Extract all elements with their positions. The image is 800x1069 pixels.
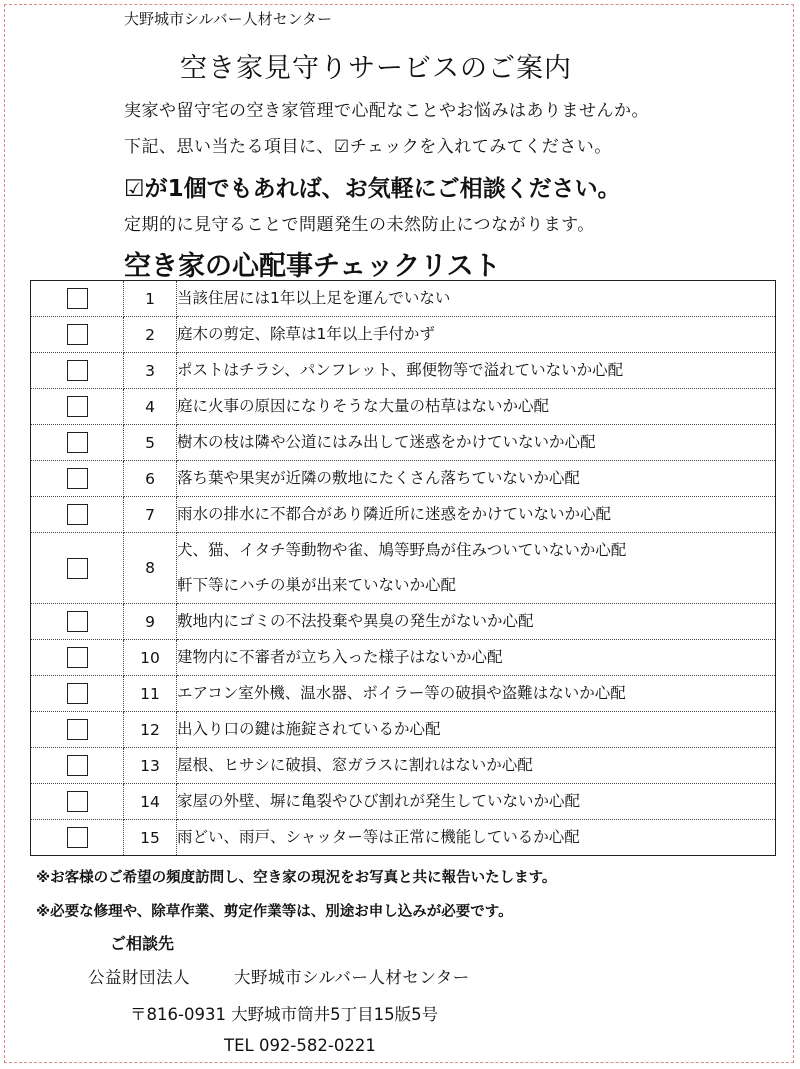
item-text-cell <box>177 389 776 425</box>
checklist-row <box>31 389 776 425</box>
item-number: 15 <box>124 820 177 856</box>
item-number: 13 <box>124 748 177 784</box>
checkbox-cell <box>31 748 124 784</box>
checkbox[interactable] <box>67 396 88 417</box>
checklist-row <box>31 676 776 712</box>
contact-heading: ご相談先 <box>110 934 175 953</box>
checklist-table <box>30 280 776 856</box>
item-text: 建物内に不審者が立ち入った様子はないか心配 <box>177 648 503 666</box>
checklist-row <box>31 317 776 353</box>
checkbox-cell <box>31 425 124 461</box>
checkbox-cell <box>31 317 124 353</box>
checkbox-cell <box>31 604 124 640</box>
item-text-cell <box>177 281 776 317</box>
checkbox-cell <box>31 389 124 425</box>
header-org: 大野城市シルバー人材センター <box>124 10 332 28</box>
checkbox[interactable] <box>67 360 88 381</box>
checkbox[interactable] <box>67 683 88 704</box>
item-text-cell <box>177 461 776 497</box>
checklist-row <box>31 820 776 856</box>
item-number: 14 <box>124 784 177 820</box>
item-text: 落ち葉や果実が近隣の敷地にたくさん落ちていないか心配 <box>177 469 580 487</box>
contact-address: 〒816-0931 大野城市筒井5丁目15版5号 <box>130 1005 439 1024</box>
intro-line-2: 下記、思い当たる項目に、☑チェックを入れてみてください。 <box>124 137 612 157</box>
checkbox-cell <box>31 353 124 389</box>
checkbox[interactable] <box>67 432 88 453</box>
checkbox-cell <box>31 461 124 497</box>
item-text: 樹木の枝は隣や公道にはみ出して迷惑をかけていないか心配 <box>177 433 596 451</box>
checkbox-cell <box>31 820 124 856</box>
checkbox[interactable] <box>67 647 88 668</box>
intro-emphasis: ☑が1個でもあれば、お気軽にご相談ください。 <box>124 176 621 202</box>
item-text: 出入り口の鍵は施錠されているか心配 <box>177 720 441 738</box>
checkbox[interactable] <box>67 755 88 776</box>
item-number: 6 <box>124 461 177 497</box>
item-text: 屋根、ヒサシに破損、窓ガラスに割れはないか心配 <box>177 756 533 774</box>
item-text-cell <box>177 353 776 389</box>
contact-tel: TEL 092-582-0221 <box>224 1036 376 1055</box>
item-text-cell <box>177 425 776 461</box>
item-text-line-2: 軒下等にハチの巣が出来ていないか心配 <box>177 576 457 594</box>
checklist-body <box>31 281 776 856</box>
checklist-row <box>31 533 776 604</box>
item-text-cell <box>177 820 776 856</box>
item-text: 雨水の排水に不都合があり隣近所に迷惑をかけていないか心配 <box>177 505 612 523</box>
checklist-row <box>31 461 776 497</box>
checkbox[interactable] <box>67 324 88 345</box>
checkbox-cell <box>31 497 124 533</box>
checkbox[interactable] <box>67 558 88 579</box>
item-text: 庭木の剪定、除草は1年以上手付かず <box>177 325 435 343</box>
intro-line-1: 実家や留守宅の空き家管理で心配なことやお悩みはありませんか。 <box>124 101 649 121</box>
item-text: 家屋の外壁、塀に亀裂やひび割れが発生していないか心配 <box>177 792 581 810</box>
contact-org-type: 公益財団法人 <box>88 968 190 987</box>
item-text: 当該住居には1年以上足を運んでいない <box>177 289 451 307</box>
checklist-title: 空き家の心配事チェックリスト <box>124 251 501 282</box>
checkbox-cell <box>31 712 124 748</box>
item-number: 8 <box>124 533 177 604</box>
intro-line-3: 定期的に見守ることで問題発生の未然防止につながります。 <box>124 215 595 235</box>
item-text-cell <box>177 712 776 748</box>
item-number: 11 <box>124 676 177 712</box>
item-text: 雨どい、雨戸、シャッター等は正常に機能しているか心配 <box>177 828 580 846</box>
item-text: 庭に火事の原因になりそうな大量の枯草はないか心配 <box>177 397 550 415</box>
checkbox-cell <box>31 533 124 604</box>
checkbox[interactable] <box>67 504 88 525</box>
item-number: 7 <box>124 497 177 533</box>
item-text: エアコン室外機、温水器、ボイラー等の破損や盗難はないか心配 <box>177 684 626 702</box>
checklist-row <box>31 353 776 389</box>
item-text-cell <box>177 640 776 676</box>
checklist-row <box>31 748 776 784</box>
item-number: 2 <box>124 317 177 353</box>
item-number: 3 <box>124 353 177 389</box>
checkbox[interactable] <box>67 827 88 848</box>
item-number: 10 <box>124 640 177 676</box>
item-text-cell <box>177 784 776 820</box>
item-text: 犬、猫、イタチ等動物や雀、鳩等野鳥が住みついていないか心配 <box>177 541 627 559</box>
checklist-row <box>31 497 776 533</box>
item-number: 4 <box>124 389 177 425</box>
checkbox-cell <box>31 281 124 317</box>
checkbox[interactable] <box>67 468 88 489</box>
item-text-cell <box>177 676 776 712</box>
checklist-row <box>31 712 776 748</box>
contact-organization <box>88 964 470 988</box>
checkbox[interactable] <box>67 288 88 309</box>
checkbox[interactable] <box>67 611 88 632</box>
checklist-row <box>31 784 776 820</box>
checklist-row <box>31 604 776 640</box>
item-number: 1 <box>124 281 177 317</box>
checkbox-cell <box>31 784 124 820</box>
checkbox[interactable] <box>67 719 88 740</box>
contact-org-name: 大野城市シルバー人材センター <box>234 968 470 987</box>
item-text: 敷地内にゴミの不法投棄や異臭の発生がないか心配 <box>177 612 534 630</box>
checklist-row <box>31 640 776 676</box>
note-repairs: ※必要な修理や、除草作業、剪定作業等は、別途お申し込みが必要です。 <box>36 904 513 920</box>
checklist-row <box>31 425 776 461</box>
checkbox-cell <box>31 676 124 712</box>
item-text-cell <box>177 497 776 533</box>
item-text-cell <box>177 533 776 604</box>
item-text-cell <box>177 317 776 353</box>
note-report: ※お客様のご希望の頻度訪問し、空き家の現況をお写真と共に報告いたします。 <box>36 870 557 886</box>
checklist-row <box>31 281 776 317</box>
item-number: 9 <box>124 604 177 640</box>
item-number: 12 <box>124 712 177 748</box>
page-title: 空き家見守りサービスのご案内 <box>180 53 572 84</box>
item-text-cell <box>177 604 776 640</box>
checkbox-cell <box>31 640 124 676</box>
checkbox[interactable] <box>67 791 88 812</box>
item-text: ポストはチラシ、パンフレット、郵便物等で溢れていないか心配 <box>177 361 624 379</box>
item-text-cell <box>177 748 776 784</box>
item-number: 5 <box>124 425 177 461</box>
